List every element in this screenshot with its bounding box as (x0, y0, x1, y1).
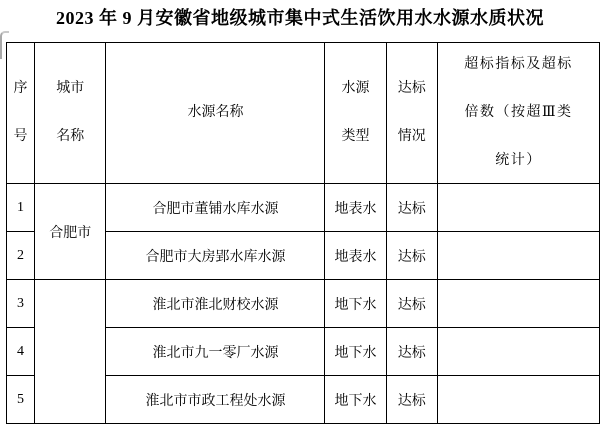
cell-source-name: 淮北市市政工程处水源 (106, 376, 325, 424)
header-source-type-line: 水源 (341, 81, 370, 96)
cell-compliance: 达标 (386, 184, 438, 232)
header-compliance-line: 达标 (397, 81, 426, 96)
cell-index: 2 (7, 232, 35, 280)
table-row (7, 280, 600, 328)
header-city-line: 城市 (56, 81, 85, 96)
table-header-row (7, 43, 600, 184)
cell-source-name: 淮北市淮北财校水源 (106, 280, 325, 328)
cell-index: 4 (7, 328, 35, 376)
cell-index: 1 (7, 184, 35, 232)
cell-source-name: 合肥市董铺水库水源 (106, 184, 325, 232)
header-source-type (325, 43, 386, 184)
cell-exceedance (438, 232, 600, 280)
header-index (7, 43, 35, 184)
header-index-line: 序 (13, 81, 28, 96)
cell-source-type: 地下水 (325, 280, 386, 328)
header-index-line: 号 (13, 129, 28, 144)
cell-city-merged: 合肥市 (34, 184, 105, 280)
cell-index: 3 (7, 280, 35, 328)
header-source-type-line: 类型 (341, 129, 370, 144)
header-compliance (386, 43, 438, 184)
cell-city-merged (34, 280, 105, 424)
cell-source-name: 淮北市九一零厂水源 (106, 328, 325, 376)
cell-compliance: 达标 (386, 280, 438, 328)
header-exceedance (438, 43, 600, 184)
cell-compliance: 达标 (386, 376, 438, 424)
cell-source-type: 地表水 (325, 184, 386, 232)
cell-source-type: 地表水 (325, 232, 386, 280)
cell-source-type: 地下水 (325, 328, 386, 376)
table-row (7, 184, 600, 232)
cell-exceedance (438, 184, 600, 232)
page-title: 2023 年 9 月安徽省地级城市集中式生活饮用水水源水质状况 (56, 8, 544, 28)
header-exceedance-line: 超标指标及超标 (464, 57, 573, 72)
cell-index: 5 (7, 376, 35, 424)
header-source-name (106, 43, 325, 184)
cell-compliance: 达标 (386, 232, 438, 280)
header-city-name (34, 43, 105, 184)
water-quality-table (6, 42, 600, 424)
header-exceedance-line: 倍数（按超Ⅲ类 (464, 105, 573, 120)
header-city-line: 名称 (56, 129, 85, 144)
header-compliance-line: 情况 (397, 129, 426, 144)
header-source-name-line: 水源名称 (187, 105, 244, 120)
header-exceedance-line: 统计） (495, 153, 542, 168)
cell-source-name: 合肥市大房郢水库水源 (106, 232, 325, 280)
cell-source-type: 地下水 (325, 376, 386, 424)
cell-exceedance (438, 328, 600, 376)
cell-compliance: 达标 (386, 328, 438, 376)
cell-exceedance (438, 280, 600, 328)
